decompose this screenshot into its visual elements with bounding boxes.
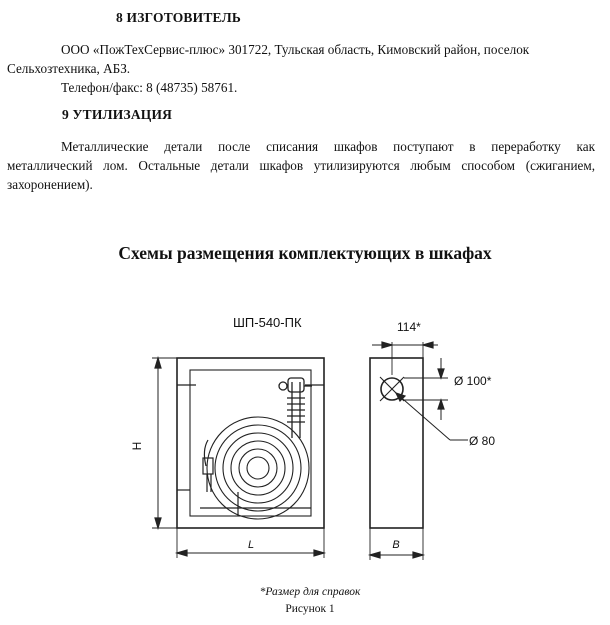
dim-depth: B — [392, 539, 400, 551]
disposal-line-1: Металлические детали после списания шкафов поступают в переработку как — [61, 139, 595, 154]
dim-length: L — [247, 539, 255, 551]
dim-top-width: 114* — [397, 320, 421, 334]
manufacturer-line-1: ООО «ПожТехСервис-плюс» 301722, Тульская область, Кимовский район, поселок — [61, 42, 530, 57]
schemes-title: Схемы размещения комплектующих в шкафах — [118, 243, 492, 263]
dim-height: H — [130, 441, 144, 451]
reference-note: *Размер для справок — [259, 586, 361, 598]
fire-valve — [279, 378, 312, 438]
dim-hole-outer: Ø 100* — [454, 374, 492, 388]
section-8-heading: 8 ИЗГОТОВИТЕЛЬ — [116, 10, 241, 25]
disposal-line-3: захоронением). — [7, 177, 93, 192]
model-label: ШП-540-ПК — [233, 315, 302, 330]
cabinet-side-view — [370, 358, 423, 528]
dim-hole-inner: Ø 80 — [469, 434, 496, 448]
figure-caption: Рисунок 1 — [285, 603, 335, 615]
disposal-line-2: металлический лом. Остальные детали шкафов утилизируются любым способом (сжиганием, — [7, 158, 595, 173]
manufacturer-line-2: Сельхозтехника, АБЗ. — [7, 61, 131, 76]
hose-reel — [207, 417, 309, 519]
manufacturer-phone: Телефон/факс: 8 (48735) 58761. — [61, 80, 238, 95]
section-9-heading: 9 УТИЛИЗАЦИЯ — [62, 107, 173, 122]
